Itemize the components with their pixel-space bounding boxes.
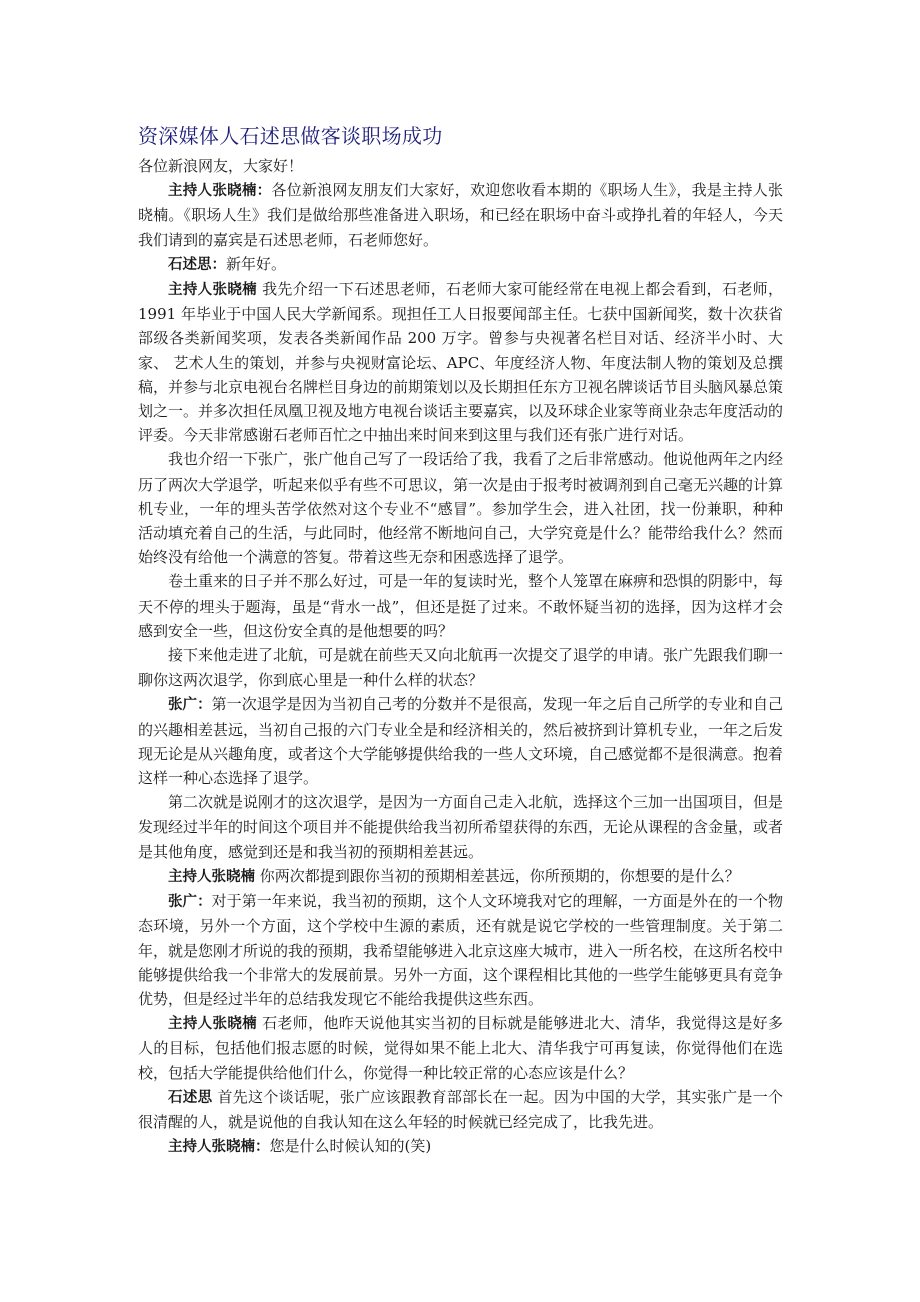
paragraph-text: 你两次都提到跟你当初的预期相差甚远，你所预期的，你想要的是什么？: [255, 866, 740, 885]
paragraph-text: 各位新浪网友朋友们大家好，欢迎您收看本期的《职场人生》，我是主持人张晓楠。《职场人生》我们是做给那些准备进入职场，和已经在职场中奋斗或挣扎着的年轻人，今天我们请到的嘉宾是石述思老师，石老师您好。: [138, 181, 783, 249]
document-title: 资深媒体人石述思做客谈职场成功: [138, 124, 443, 148]
dialogue-paragraph: [138, 252, 783, 277]
paragraph-text: 对于第一年来说，我当初的预期，这个人文环境我对它的理解，一方面是外在的一个物态环境，另外一个方面，这个学校中生源的素质，还有就是说它学校的一些管理制度。关于第二年，就是您刚才所说的我的预期，我希望能够进入北京这座大城市，进入一所名校，在这所名校中能够提供给我一个非常大的发展前景。另外一方面，这个课程相比其他的一些学生能够更具有竞争优势，但是经过半年的总结我发现它不能给我提供这些东西。: [138, 892, 784, 1008]
document-page: [138, 118, 783, 1159]
paragraph-text: 我也介绍一下张广，张广他自己写了一段话给了我，我看了之后非常感动。他说他两年之内经历了两次大学退学，听起来似乎有些不可思议，第一次是由于报考时被调剂到自己毫无兴趣的计算机专业，一年的埋头苦学依然对这个专业不“感冒”。参加学生会，进入社团，找一份兼职，种种活动填充着自己的生活，与此同时，他经常不断地问自己，大学究竟是什么？能带给我什么？然而始终没有给他一个满意的答复。带着这些无奈和困惑选择了退学。: [138, 450, 784, 567]
paragraph-text: 接下来他走进了北航，可是就在前些天又向北航再一次提交了退学的申请。张广先跟我们聊一聊你这两次退学，你到底心里是一种什么样的状态？: [138, 646, 784, 690]
paragraph-text: 您是什么时候认知的(笑): [269, 1137, 432, 1156]
speaker-label: 主持人张晓楠：: [168, 183, 272, 200]
speaker-label: 石述思: [168, 1089, 213, 1106]
dialogue-paragraph: [138, 889, 783, 1011]
paragraph-text: 首先这个谈话呢，张广应该跟教育部部长在一起。因为中国的大学，其实张广是一个很清醒的人，就是说他的自我认知在这么年轻的时候就已经完成了，比我先进。: [138, 1087, 784, 1131]
speaker-label: 张广：: [168, 697, 212, 714]
paragraph-text: 石老师，他昨天说他其实当初的目标就是能够进北大、清华，我觉得这是好多人的目标，包括他们报志愿的时候，觉得如果不能上北大、清华我宁可再复读，你觉得他们在选校，包括大学能提供给他们什么，你觉得一种比较正常的心态应该是什么？: [138, 1014, 783, 1082]
greeting-line: 各位新浪网友，大家好！: [138, 157, 304, 175]
dialogue-paragraph: [138, 790, 783, 864]
paragraph-text: 第一次退学是因为当初自己考的分数并不是很高，发现一年之后自己所学的专业和自己的兴趣相差甚远，当初自己报的六门专业全是和经济相关的，然后被挤到计算机专业，一年之后发现无论是从兴趣角度，或者这个大学能够提供给我的一些人文环境，自己感觉都不是很满意。抱着这样一种心态选择了退学。: [138, 695, 784, 788]
speaker-label: 石述思：: [168, 256, 226, 273]
dialogue-paragraph: [138, 1011, 783, 1085]
dialogue-paragraph: [138, 1085, 783, 1134]
paragraph-text: 第二次就是说刚才的这次退学，是因为一方面自己走入北航，选择这个三加一出国项目，但是发现经过半年的时间这个项目并不能提供给我当初所希望获得的东西，无论从课程的含金量，或者是其他角度，感觉到还是和我当初的预期相差甚远。: [138, 793, 784, 861]
speaker-label: 主持人张晓楠: [168, 1016, 257, 1033]
dialogue-paragraph: [138, 1134, 783, 1159]
dialogue-paragraph: [138, 277, 783, 447]
dialogue-paragraph: [138, 864, 783, 889]
dialogue-paragraph: [138, 447, 783, 569]
paragraph-text: 卷土重来的日子并不那么好过，可是一年的复读时光，整个人笼罩在麻痹和恐惧的阴影中，每天不停的埋头于题海，虽是“背水一战”，但还是挺了过来。不敢怀疑当初的选择，因为这样才会感到安全一些，但这份安全真的是他想要的吗？: [138, 572, 784, 640]
dialogue-paragraph: [138, 178, 783, 252]
dialogue-paragraph: [138, 643, 783, 692]
speaker-label: 主持人张晓楠：: [168, 1139, 270, 1156]
dialogue-paragraph: [138, 569, 783, 643]
dialogue-paragraph: [138, 692, 783, 790]
speaker-label: 张广：: [168, 894, 212, 911]
speaker-label: 主持人张晓楠: [168, 282, 257, 299]
paragraph-text: 新年好。: [226, 254, 287, 273]
paragraph-text: 我先介绍一下石述思老师，石老师大家可能经常在电视上都会看到，石老师，1991 年毕业于中国人民大学新闻系。现担任工人日报要闻部主任。七获中国新闻奖，数十次获省部级各类新闻奖项，发表各类新闻作品 200 万字。曾参与央视著名栏目对话、经济半小时、大家、 艺术人生的策划，并参与央视财富论坛、APC、年度经济人物、年度法制人物的策划及总撰稿，并参与北京电视台名牌栏目身边的前期策划以及长期担任东方卫视名牌谈话节目头脑风暴总策划之一。并多次担任凤凰卫视及地方电视台谈话主要嘉宾，以及环球企业家等商业杂志年度活动的评委。今天非常感谢石老师百忙之中抽出来时间来到这里与我们还有张广进行对话。: [138, 280, 784, 445]
speaker-label: 主持人张晓楠: [168, 868, 255, 885]
